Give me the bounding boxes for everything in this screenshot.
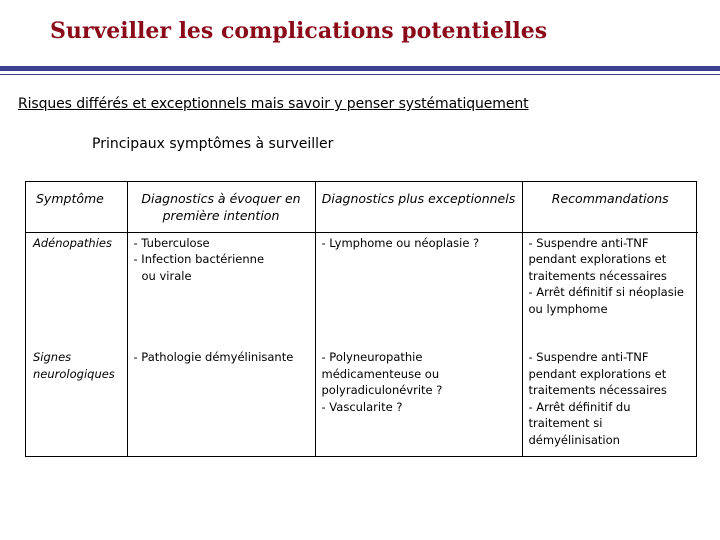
- cell-line: - Suspendre anti-TNF pendant explorations et traitements nécessaires: [528, 350, 667, 397]
- subtitle: Risques différés et exceptionnels mais savoir y penser systématiquement: [18, 96, 529, 112]
- cell-line: - Tuberculose: [133, 235, 210, 250]
- cell-line: - Polyneuropathie médicamenteuse ou polyradiculonévrite ?: [321, 350, 443, 397]
- cell-exceptional: [315, 347, 522, 456]
- section-heading: Principaux symptômes à surveiller: [92, 136, 334, 152]
- cell-line: - Pathologie démyélinisante: [133, 350, 294, 364]
- cell-line: - Arrêt définitif si néoplasie ou lymphome: [528, 285, 684, 316]
- title-divider-thin: [0, 74, 720, 75]
- title-divider-thick: [0, 66, 720, 71]
- cell-first-line: [127, 232, 315, 347]
- table-header-row: [26, 182, 698, 232]
- table-row: [26, 347, 698, 456]
- cell-recommendations: [522, 232, 698, 347]
- cell-symptom: Adénopathies: [26, 232, 127, 347]
- cell-line: - Vascularite ?: [321, 399, 403, 414]
- cell-line: - Arrêt définitif du traitement si démyélinisation: [528, 399, 631, 447]
- header-first-line-diagnostics: Diagnostics à évoquer en première intention: [127, 182, 315, 232]
- cell-line: - Lymphome ou néoplasie ?: [321, 235, 480, 250]
- page-title: Surveiller les complications potentielles: [50, 18, 548, 44]
- cell-line: - Suspendre anti-TNF pendant explorations et traitements nécessaires: [528, 235, 667, 283]
- cell-line: ou virale: [141, 268, 192, 283]
- cell-recommendations: [522, 347, 698, 456]
- cell-symptom: Signes neurologiques: [26, 347, 127, 456]
- header-exceptional-diagnostics: Diagnostics plus exceptionnels: [315, 182, 522, 232]
- header-recommendations: Recommandations: [522, 182, 698, 232]
- table-row: [26, 232, 698, 347]
- symptoms-table: [25, 181, 697, 457]
- header-symptom: Symptôme: [26, 182, 127, 232]
- cell-exceptional: [315, 232, 522, 347]
- cell-first-line: [127, 347, 315, 456]
- cell-line: - Infection bactérienne: [133, 252, 265, 266]
